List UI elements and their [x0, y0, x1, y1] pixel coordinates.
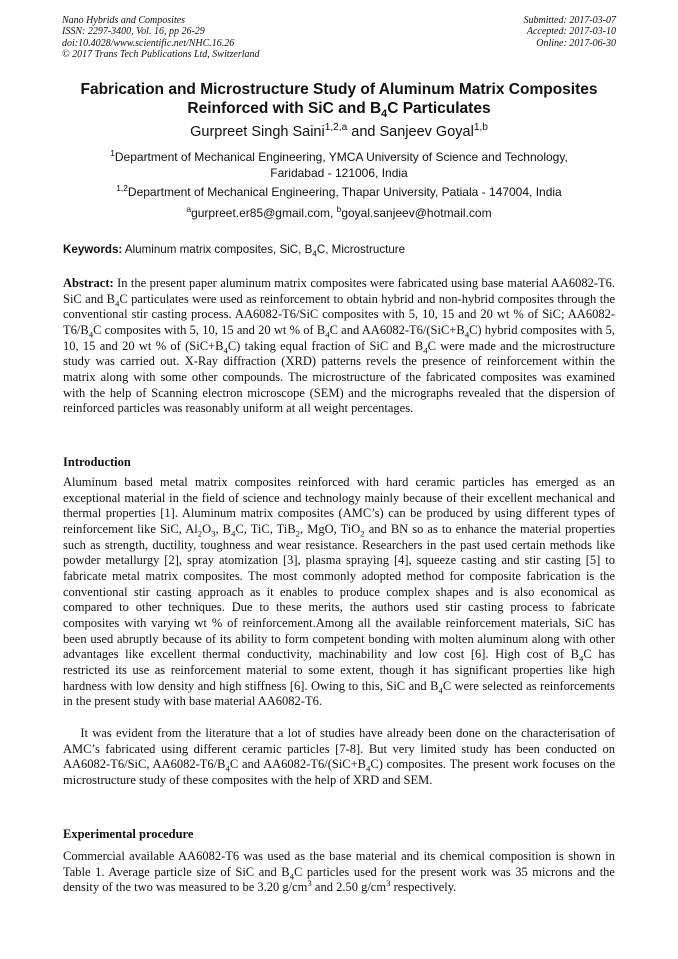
abstract-label: Abstract: [63, 276, 114, 290]
author-emails: $^a$gurpreet.er85@gmail.com, $^b$goyal.sanjeev@hotmail.com [186, 204, 492, 220]
journal-doi[interactable]: doi:10.4028/www.scientific.net/NHC.16.26 [62, 37, 235, 49]
introduction-paragraph-1: Aluminum based metal matrix composites reinforced with hard ceramic particles has emerged as an exceptional material in the field of science and technology mainly because of their excellent mechanical and thermal properties [1]. Aluminum matrix composites (AMC’s) can be produced by using different types of reinforcement like SiC, $Al_2O_3$, $B_4C$, TiC, TiB$_2$, MgO, TiO$_2$ and BN so as to enhance the material properties such as strength, ductility, toughness and wear resistance. Researchers in the past used certain methods like powder metallurgy [2], spray atomization [3], plasma spraying [4], squeeze casting and stir casting [5] to fabricate metal matrix composites. The most commonly adopted method for composite fabrication is the conventional stir casting approach as it enables to produce complex shapes and is also economical as compared to other techniques. Due to these merits, the authors used stir casting process to fabricate composites with varying wt % of reinforcement.Among all the available reinforcement materials, SiC has been used abruptly because of its ability to form competent bonding with molten aluminum along with other advantages like excellent thermal conductivity, machinability and low cost [6]. High cost of $B_4C$ has restricted its use as reinforcement material to some extent, though it has significant properties like high hardness with low density and high stiffness [6]. Owing to this, SiC and $B_4C$ were selected as reinforcements in the present study with base material AA6082-T6. [63, 475, 616, 709]
email-a[interactable]: gurpreet.er85@gmail.com, [191, 206, 337, 220]
introduction-paragraph-2: It was evident from the literature that a lot of studies have already been done on the characterisation of AMC’s fabricated using different ceramic particles [7-8]. But very limited study has been conducted on AA6082-T6/SiC, $AA6082-T6/B_4C$ and $AA6082-T6/(SiC+B_4C)$ composites. The present work focuses on the microstructure study of these composites with the help of XRD and SEM. [63, 726, 616, 787]
email-b[interactable]: goyal.sanjeev@hotmail.com [341, 206, 492, 220]
journal-header-right [524, 15, 617, 49]
author-2: Sanjeev Goyal [379, 124, 474, 140]
introduction-heading: Introduction [63, 455, 131, 469]
keywords-label: Keywords: [63, 243, 123, 256]
experimental-procedure-heading: Experimental procedure [63, 827, 194, 841]
accepted-date: Accepted: 2017-03-10 [526, 26, 616, 38]
title-line-1: Fabrication and Microstructure Study of Aluminum Matrix Composites [80, 81, 598, 98]
experimental-paragraph-1: Commercial available AA6082-T6 was used as the base material and its chemical composition is shown in Table 1. Average particle size of SiC and $B_4C$ particles used for the present work was 35 microns and the density of the two was measured to be 3.20 $g/cm^3$ and 2.50 $g/cm^3$ respectively. [63, 849, 615, 895]
affiliation-2: $^{1,2}$Department of Mechanical Engineering, Thapar University, Patiala - 147004, India [116, 183, 562, 199]
journal-issn: ISSN: 2297-3400, Vol. 16, pp 26-29 [62, 26, 205, 38]
online-date: Online: 2017-06-30 [536, 37, 616, 49]
author-list: Gurpreet Singh Saini$^{1,2,a}$ and Sanjeev Goyal$^{1,b}$ [190, 122, 488, 140]
abstract-body: In the present paper aluminum matrix composites were fabricated using base material AA6082-T6. SiC and $B_4C$ particulates were used as reinforcement to obtain hybrid and non-hybrid composites through the conventional stir casting process. AA6082-T6/SiC composites with 5, 10, 15 and 20 wt % of SiC; $AA6082-T6/B_4C$ composites with 5, 10, 15 and 20 wt % of $B_4C$ and $AA6082-T6/(SiC+B_4C)$ hybrid composites with 5, 10, 15 and 20 wt % of $(SiC+B_4C)$ taking equal fraction of SiC and $B_4C$ were made and the microstructure study was carried out. X-Ray diffraction (XRD) patterns revels the presence of reinforcement within the matrix along with some other compounds. The microstructure of the fabricated composites was examined with the help of Scanning electron microscope (SEM) and the micrographs revealed that the dispersion of reinforced particles was reasonably uniform at all weight percentages. [63, 276, 615, 416]
abstract [63, 276, 615, 417]
title-line-2: Reinforced with SiC and $B_4C$ Particulates [187, 99, 491, 120]
journal-name: Nano Hybrids and Composites [62, 15, 186, 26]
affiliation-1: $^1$Department of Mechanical Engineering, YMCA University of Science and Technology, Faridabad - 121006, India [110, 148, 568, 180]
journal-copyright: © 2017 Trans Tech Publications Ltd, Switzerland [62, 48, 260, 60]
journal-header-left [62, 15, 260, 60]
submitted-date: Submitted: 2017-03-07 [523, 15, 616, 26]
paper-title [40, 81, 638, 118]
author-1: Gurpreet Singh Saini [190, 124, 325, 140]
keywords: Keywords: Aluminum matrix composites, SiC, $B_4C$, Microstructure [63, 243, 406, 259]
